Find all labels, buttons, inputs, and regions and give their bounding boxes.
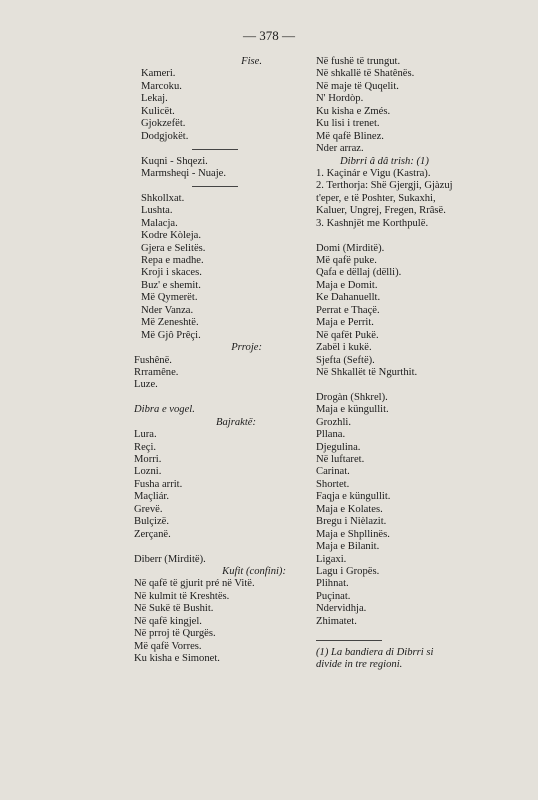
list-item: Ligaxi. <box>316 553 347 565</box>
list-item: Ke Dahanuellt. <box>316 292 381 304</box>
drogan-list <box>316 404 496 628</box>
list-item: Carinat. <box>316 466 350 478</box>
list-item: Ku lisi i trenet. <box>316 118 380 130</box>
list-item: Fusha arrit. <box>134 478 183 490</box>
left-column <box>134 56 324 665</box>
divider <box>134 180 324 192</box>
list-item: Lozni. <box>134 466 162 478</box>
list-item: Më qafë Vorres. <box>134 640 202 652</box>
prroje-heading: Prroje: <box>231 342 262 354</box>
list-item: Në luftaret. <box>316 454 365 465</box>
footnote-divider <box>316 634 496 646</box>
list-item: Maja e Shpllinës. <box>316 528 390 540</box>
list-item: Në qafë të gjurit pré në Vitë. <box>134 578 255 590</box>
list-item: Maçliár. <box>134 491 170 503</box>
list-item: Nder arraz. <box>316 143 364 155</box>
list-item: Faqja e küngullit. <box>316 491 391 503</box>
dibrri-heading: Dibrri â dâ trish: (1) <box>340 155 429 167</box>
list-item: Puçinat. <box>316 590 351 602</box>
list-item: Dodgjokët. <box>141 130 189 142</box>
page-number: — 378 — <box>243 28 295 43</box>
list-item: Zerçanë. <box>134 528 171 540</box>
kufit-heading: Kufit (confini): <box>222 565 286 577</box>
list-item: Reçi. <box>134 441 157 453</box>
list-item: Kulicët. <box>141 105 175 117</box>
list-item: Ku kisha e Simonet. <box>134 653 220 664</box>
list-item: Sjefta (Seftë). <box>316 354 375 366</box>
list-item: Malacja. <box>141 217 178 229</box>
list-item: t'eper, e të Poshter, Sukaxhi, <box>316 192 436 204</box>
list-item: Kodre Kòleja. <box>141 230 202 242</box>
list-item: Kameri. <box>141 68 176 80</box>
list-item: Marcoku. <box>141 80 182 92</box>
list-item: Buz' e shemit. <box>141 279 201 291</box>
list-item: 1. Kaçinár e Vigu (Kastra). <box>316 167 431 179</box>
list-item: Marmsheqi - Nuaje. <box>141 167 227 179</box>
list-item: Bulçizë. <box>134 516 170 528</box>
list-item: Lura. <box>134 429 157 441</box>
fise-list <box>134 68 324 143</box>
list-item: Plihnat. <box>316 578 349 590</box>
list-item: Në Sukë të Bushit. <box>134 603 214 615</box>
bajrakte-heading: Bajraktë: <box>215 416 256 428</box>
fise-heading: Fise. <box>241 56 262 67</box>
kufit-list <box>134 578 324 665</box>
diberr-heading: Diberr (Mirditë). <box>134 553 206 565</box>
list-item: Në qafët Pukë. <box>316 329 379 341</box>
list-item: Zabël i kukë. <box>316 342 372 354</box>
list-item: Kuqni - Shqezi. <box>141 155 208 167</box>
list-item: 2. Terthorja: Shë Gjergji, Gjàzuj <box>316 180 453 192</box>
list-item: Më Qymerët. <box>141 292 198 304</box>
list-item: Gjokzefët. <box>141 118 186 130</box>
group-list <box>134 156 324 181</box>
list-item: Nder Vanza. <box>141 304 194 316</box>
prroje-list <box>134 355 324 392</box>
list-item: Perrat e Thaçë. <box>316 304 380 316</box>
list-item: Në prroj të Qurgës. <box>134 628 216 640</box>
list-item: Luze. <box>134 379 158 391</box>
list-item: Maja e küngullit. <box>316 404 389 416</box>
drogan-heading: Drogàn (Shkrel). <box>316 391 388 403</box>
list-item: Më qafë puke. <box>316 255 377 266</box>
list-item: Lagu i Gropës. <box>316 565 380 577</box>
list-item: Në maje të Quqelit. <box>316 80 399 92</box>
right-column <box>316 56 496 671</box>
list-item: Zhimatet. <box>316 615 357 627</box>
list-item: Shortet. <box>316 478 350 490</box>
list-item: Kroji i skaces. <box>141 267 202 279</box>
list-item: Qafa e dëllaj (dëlli). <box>316 267 402 279</box>
list-item: Bregu i Nièlazit. <box>316 516 387 528</box>
list-item: Në kulmit të Kreshtës. <box>134 590 230 602</box>
bajrakte-list <box>134 429 324 541</box>
divider <box>134 143 324 155</box>
list-item: Maja e Domit. <box>316 279 378 291</box>
list-item: Në qafë kingjel. <box>134 615 202 627</box>
list-item: Më Gjô Prêçi. <box>141 329 201 341</box>
list-item: Lushta. <box>141 205 173 217</box>
list-item: Grozhli. <box>316 416 352 428</box>
domi-list <box>316 255 496 379</box>
list-item: Në Shkallët të Ngurthit. <box>316 366 418 378</box>
list-item: Grevë. <box>134 503 163 515</box>
dibrri-list <box>316 168 496 230</box>
dibra-heading: Dibra e vogel. <box>134 404 195 416</box>
list-item: Gjera e Selitës. <box>141 242 206 254</box>
list-item: Më qafë Blinez. <box>316 130 384 142</box>
list-item: Maja e Perrit. <box>316 317 374 329</box>
list-item: Djegulina. <box>316 441 361 453</box>
list-item: Fushênë. <box>134 354 172 366</box>
list-item: Ndervidhja. <box>316 603 367 615</box>
list-item: Në shkallë të Shatênës. <box>316 68 415 80</box>
list-item: Pllana. <box>316 429 346 441</box>
list-item: Maja e Kolates. <box>316 503 383 515</box>
kufit-continued-list <box>316 56 496 156</box>
footnote: (1) La bandiera di Dibrri si divide in tre regioni. <box>316 646 434 671</box>
list-item: N' Hordòp. <box>316 93 364 105</box>
list-item: 3. Kashnjët me Korthpulë. <box>316 217 429 229</box>
list-item: Ku kisha e Zmés. <box>316 105 391 117</box>
list-item: Morri. <box>134 454 162 465</box>
domi-heading: Domi (Mirditë). <box>316 242 385 254</box>
list-item: Më Zeneshtë. <box>141 317 199 329</box>
list-item: Në fushë të trungut. <box>316 56 401 67</box>
list-item: Maja e Bilanit. <box>316 541 380 553</box>
list-item: Kaluer, Ungrej, Fregen, Rrâsë. <box>316 205 446 217</box>
list-item: Rrramêne. <box>134 366 179 378</box>
list-item: Lekaj. <box>141 93 168 105</box>
list-item: Repa e madhe. <box>141 255 204 266</box>
list-item: Shkollxat. <box>141 192 185 204</box>
place-list <box>134 193 324 342</box>
